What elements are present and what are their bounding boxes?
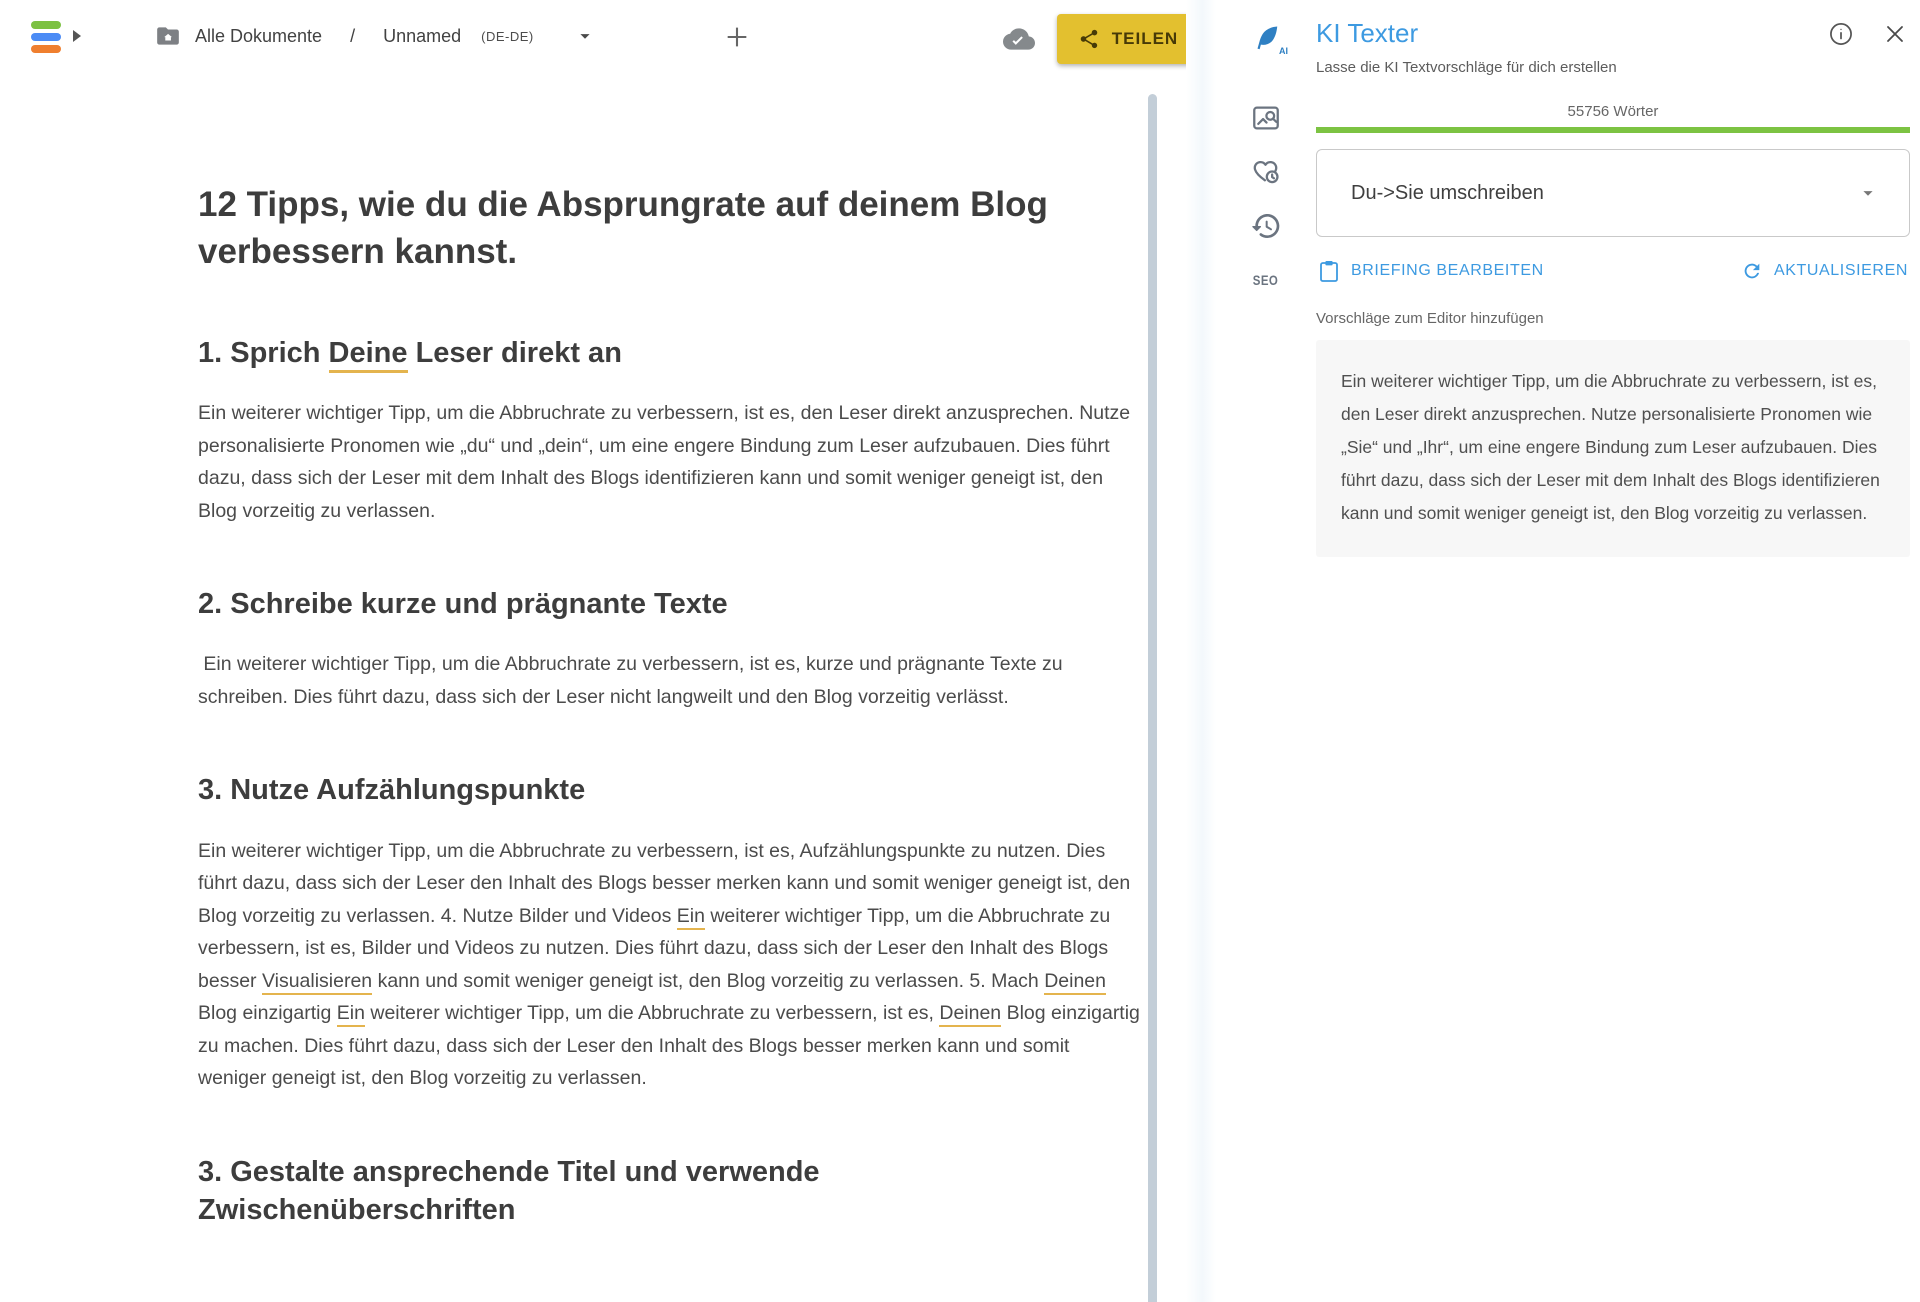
section-heading — [198, 585, 1140, 623]
text-run: 2. Schreibe kurze und prägnante Texte — [198, 588, 728, 621]
seo-icon[interactable]: SEO — [1253, 272, 1279, 288]
suggestion-text: Ein weiterer wichtiger Tipp, um die Abbruchrate zu verbessern, ist es, den Leser direkt anzusprechen. Nutze personalisierte Pronomen wie „Sie“ und „Ihr“, um eine engere Bindung zum Leser aufzubauen. Dies führt dazu, dass sich der Leser mit dem Inhalt des Blogs identifizieren kann und somit weniger geneigt ist, den Blog vorzeitig zu verlassen. — [1341, 371, 1880, 523]
document-name[interactable]: Unnamed — [383, 25, 462, 46]
chevron-down-icon — [574, 25, 596, 47]
share-button[interactable]: TEILEN — [1057, 14, 1199, 64]
text-run: Ein weiterer wichtiger Tipp, um die Abbruchrate zu verbessern, ist es, Aufzählungspunkte zu nutzen. Dies führt dazu, dass sich der Leser den Inhalt des Blogs besser merken kann und somit weniger geneigt ist, den Blog vorzeitig zu verlassen. 4. Nutze Bilder und Videos — [198, 839, 1131, 927]
suggestion-marked-word[interactable]: Ein — [337, 1002, 365, 1027]
share-icon — [1078, 28, 1100, 50]
text-run: 1. Sprich — [198, 336, 329, 369]
panel-subtitle: Lasse die KI Textvorschläge für dich erstellen — [1316, 59, 1617, 76]
document-body — [198, 334, 1140, 1229]
breadcrumb-separator: / — [350, 25, 356, 46]
breadcrumb — [155, 0, 596, 72]
image-search-icon[interactable] — [1246, 98, 1286, 138]
document-menu-button[interactable] — [574, 25, 596, 47]
section-heading — [198, 334, 1140, 372]
section-paragraph — [198, 835, 1140, 1095]
text-run: 3. Gestalte ansprechende Titel und verwende Zwischenüberschriften — [198, 1155, 820, 1226]
topbar — [0, 0, 1215, 72]
edit-briefing-button[interactable]: BRIEFING BEARBEITEN — [1318, 259, 1544, 283]
section-paragraph — [198, 397, 1140, 527]
text-type-select[interactable]: Du->Sie umschreiben — [1316, 149, 1910, 237]
info-button[interactable] — [1826, 19, 1856, 49]
text-run: Leser direkt an — [407, 336, 622, 369]
document-locale: (DE-DE) — [481, 28, 534, 44]
ai-texter-icon[interactable]: AI — [1246, 18, 1286, 58]
cloud-saved-icon — [1003, 26, 1035, 52]
panel-divider — [1186, 0, 1216, 1302]
suggestion-marked-word[interactable]: Deinen — [939, 1002, 1001, 1027]
doc-title-heading: 12 Tipps, wie du die Absprungrate auf deinem Blog verbessern kannst. — [198, 185, 1048, 271]
suggestion-card[interactable] — [1316, 340, 1910, 557]
section-heading — [198, 771, 1140, 809]
suggestion-marked-word[interactable]: Ein — [677, 905, 705, 930]
suggestion-marked-word[interactable]: Visualisieren — [262, 970, 372, 995]
home-folder-icon — [155, 23, 181, 49]
clipboard-icon — [1318, 259, 1340, 283]
suggestions-label: Vorschläge zum Editor hinzufügen — [1316, 310, 1544, 327]
refresh-icon — [1741, 260, 1763, 282]
editor-scrollbar[interactable] — [1148, 94, 1157, 1302]
breadcrumb-all-documents[interactable]: Alle Dokumente — [195, 25, 323, 46]
text-run: Blog einzigartig zu machen. Dies führt dazu, dass sich der Leser den Inhalt des Blogs besser merken kann und somit weniger geneigt ist, den Blog vorzeitig zu verlassen. — [198, 1002, 1140, 1090]
history-icon[interactable] — [1246, 206, 1286, 246]
editor-document[interactable] — [198, 72, 1140, 1254]
text-run: Blog einzigartig — [198, 1002, 337, 1025]
info-icon — [1828, 21, 1854, 47]
panel-title: KI Texter — [1316, 18, 1419, 48]
text-run: weiterer wichtiger Tipp, um die Abbruchrate zu verbessern, ist es, — [364, 1002, 940, 1025]
close-icon — [1883, 22, 1907, 46]
text-run: 3. Nutze Aufzählungspunkte — [198, 774, 586, 807]
text-run: Ein weiterer wichtiger Tipp, um die Abbruchrate zu verbessern, ist es, kurze und prägnante Texte zu schreiben. Dies führt dazu, dass sich der Leser nicht langweilt und den Blog vorzeitig verlässt. — [198, 653, 1063, 708]
add-document-icon[interactable] — [723, 23, 751, 51]
tools-rail — [1216, 0, 1316, 300]
word-count: 55756 Wörter — [1567, 103, 1659, 120]
menu-icon[interactable] — [31, 21, 61, 53]
text-run: Ein weiterer wichtiger Tipp, um die Abbruchrate zu verbessern, ist es, den Leser direkt anzusprechen. Nutze personalisierte Pronomen wie „du“ und „dein“, um eine engere Bindung zum Leser aufzubauen. Dies führt dazu, dass sich der Leser mit dem Inhalt des Blogs identifizieren kann und somit weniger geneigt ist, den Blog vorzeitig zu verlassen. — [198, 402, 1131, 522]
ki-texter-content — [1316, 0, 1910, 557]
chevron-down-icon — [1857, 182, 1879, 204]
text-run: weiterer wichtiger Tipp, um die Abbruchrate zu verbessern, ist es, Bilder und Videos zu nutzen. Dies führt dazu, dass sich der Leser den Inhalt des Blogs besser — [198, 904, 1111, 992]
suggestion-marked-word[interactable]: Deine — [329, 337, 408, 373]
suggestion-marked-word[interactable]: Deinen — [1044, 970, 1106, 995]
word-progress-fill — [1316, 127, 1910, 133]
word-progress-bar — [1316, 127, 1910, 133]
section-paragraph — [198, 648, 1140, 713]
refresh-button[interactable]: AKTUALISIEREN — [1741, 260, 1908, 282]
text-run: kann und somit weniger geneigt ist, den Blog vorzeitig zu verlassen. 5. Mach — [372, 969, 1045, 992]
favorites-history-icon[interactable] — [1246, 152, 1286, 192]
ki-texter-panel — [1216, 0, 1920, 1302]
expand-sidebar-icon[interactable] — [70, 28, 84, 44]
close-panel-button[interactable] — [1880, 19, 1910, 49]
section-heading — [198, 1153, 1140, 1230]
